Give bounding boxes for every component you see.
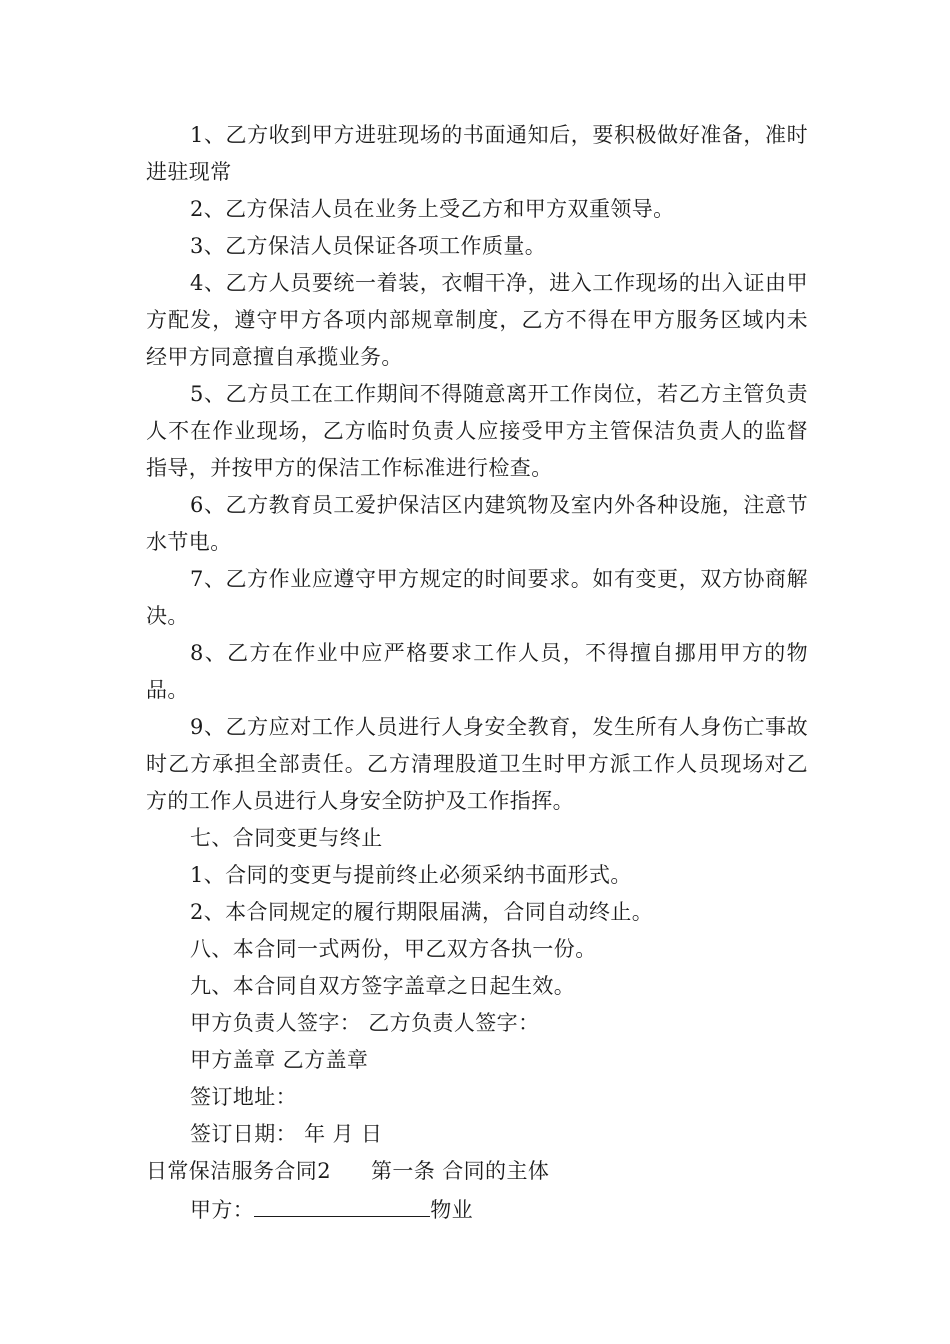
- clause-2: 2、乙方保洁人员在业务上受乙方和甲方双重领导。: [190, 197, 675, 221]
- clause-1: 1、乙方收到甲方进驻现场的书面通知后，要积极做好准备，准时进驻现常: [146, 123, 808, 184]
- clause-5: 5、乙方员工在工作期间不得随意离开工作岗位，若乙方主管负责人不在作业现场，乙方临时负责人应接受甲方主管保洁负责人的监督指导，并按甲方的保洁工作标准进行检查。: [146, 382, 808, 480]
- sign-date: 签订日期： 年 月 日: [190, 1122, 383, 1146]
- section-7-item-2: 2、本合同规定的履行期限届满，合同自动终止。: [190, 900, 654, 924]
- party-a-suffix: 物业: [430, 1198, 474, 1222]
- document-body: [146, 117, 808, 1229]
- section-7-item-1: 1、合同的变更与提前终止必须采纳书面形式。: [190, 863, 632, 887]
- contract-2-heading-row: [146, 1153, 808, 1190]
- section-9: 九、本合同自双方签字盖章之日起生效。: [190, 974, 576, 998]
- clause-6: 6、乙方教育员工爱护保洁区内建筑物及室内外各种设施，注意节水节电。: [146, 493, 808, 554]
- clause-9: 9、乙方应对工作人员进行人身安全教育，发生所有人身伤亡事故时乙方承担全部责任。乙方清理股道卫生时甲方派工作人员现场对乙方的工作人员进行人身安全防护及工作指挥。: [146, 715, 808, 813]
- contract-2-article-1: 第一条 合同的主体: [370, 1159, 550, 1183]
- party-a-label: 甲方：: [190, 1198, 255, 1222]
- seal-line: 甲方盖章 乙方盖章: [190, 1048, 369, 1072]
- contract-2-title: 日常保洁服务合同2: [146, 1159, 331, 1183]
- signature-line: 甲方负责人签字： 乙方负责人签字：: [190, 1011, 540, 1035]
- clause-3: 3、乙方保洁人员保证各项工作质量。: [190, 234, 547, 258]
- clause-4: 4、乙方人员要统一着装，衣帽干净，进入工作现场的出入证由甲方配发，遵守甲方各项内部规章制度，乙方不得在甲方服务区域内未经甲方同意擅自承揽业务。: [146, 271, 808, 369]
- clause-7: 7、乙方作业应遵守甲方规定的时间要求。如有变更，双方协商解决。: [146, 567, 808, 628]
- party-a-blank: [254, 1190, 430, 1217]
- clause-8: 8、乙方在作业中应严格要求工作人员，不得擅自挪用甲方的物品。: [146, 641, 808, 702]
- sign-address: 签订地址：: [190, 1085, 297, 1109]
- section-heading-7: 七、合同变更与终止: [190, 826, 383, 850]
- party-a-row: [146, 1190, 808, 1229]
- section-8: 八、本合同一式两份，甲乙双方各执一份。: [190, 937, 597, 961]
